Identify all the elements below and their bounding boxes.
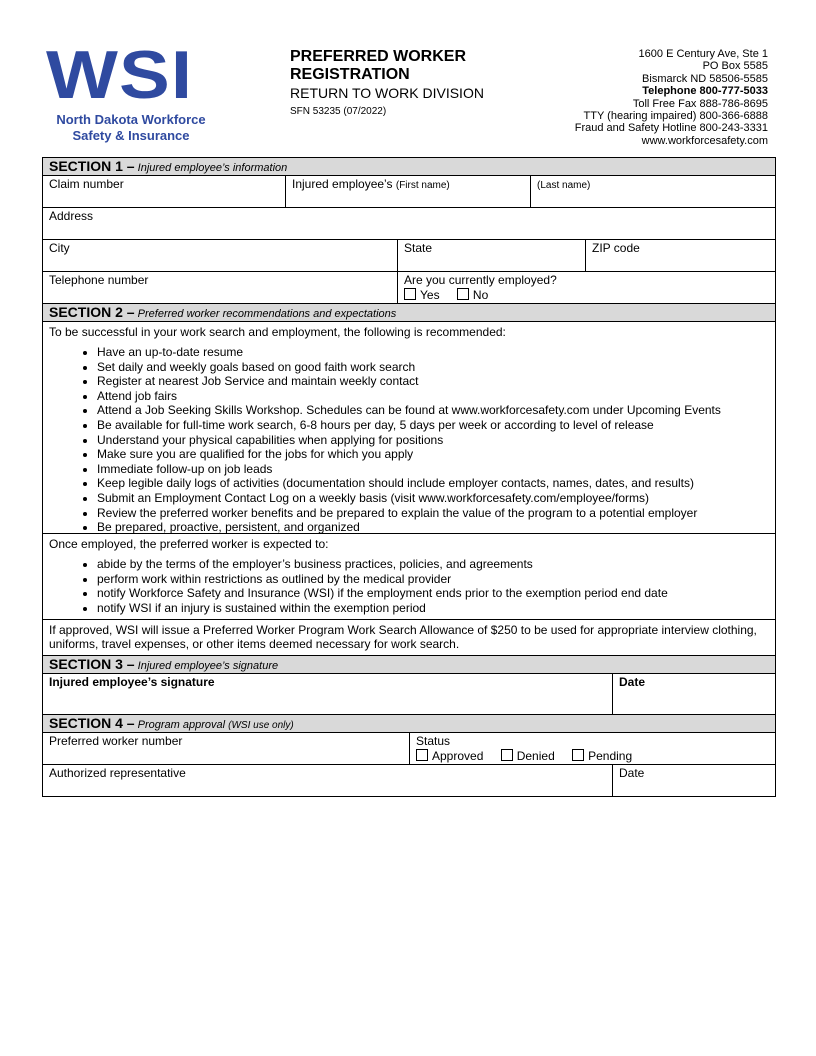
worker-number-label: Preferred worker number xyxy=(49,734,183,748)
wsi-logo xyxy=(46,37,216,144)
list-item: • Have an up-to-date resume xyxy=(97,345,769,360)
rep-label: Authorized representative xyxy=(49,766,186,780)
list-item: • Set daily and weekly goals based on good faith work search xyxy=(97,360,769,375)
list-item: • notify WSI if an injury is sustained within the exemption period xyxy=(97,601,769,616)
signature-label: Injured employee’s signature xyxy=(49,675,215,689)
allowance-block xyxy=(43,620,775,656)
list-item: • Submit an Employment Contact Log on a weekly basis (visit www.workforcesafety.com/employee/forms) xyxy=(97,491,769,506)
contact-block xyxy=(575,48,768,147)
contact-address3: Bismarck ND 58506-5585 xyxy=(642,72,768,85)
allowance-text: If approved, WSI will issue a Preferred Worker Program Work Search Allowance of $250 to be used for appropriate interview clothing, uniforms, travel expenses, or other items deemed necessary for work search. xyxy=(49,623,757,651)
city-field[interactable] xyxy=(43,240,398,271)
section4-header xyxy=(43,715,775,733)
telephone-field[interactable] xyxy=(43,272,398,303)
contact-telephone: Telephone 800-777-5033 xyxy=(642,85,768,98)
section1-row2 xyxy=(43,208,775,240)
section4-subtitle: Program approval xyxy=(137,719,226,731)
rep-date-label: Date xyxy=(619,766,645,780)
last-name-label: (Last name) xyxy=(537,180,591,191)
employed-no-label: No xyxy=(472,288,489,302)
zip-field[interactable] xyxy=(586,240,775,271)
signature-field[interactable] xyxy=(43,674,613,714)
section4-row1 xyxy=(43,733,775,765)
list-item: • Understand your physical capabilities when applying for positions xyxy=(97,433,769,448)
contact-tty: TTY (hearing impaired) 800-366-6888 xyxy=(583,110,768,123)
recommendations-intro: To be successful in your work search and employment, the following is recommended: xyxy=(49,325,506,339)
section1-row1 xyxy=(43,176,775,208)
claim-number-label: Claim number xyxy=(49,177,124,191)
pending-label: Pending xyxy=(588,749,633,763)
list-item: • perform work within restrictions as outlined by the medical provider xyxy=(97,572,769,587)
signature-date-label: Date xyxy=(619,675,646,689)
recommendations-block xyxy=(43,322,775,534)
section2-subtitle: Preferred worker recommendations and expectations xyxy=(137,308,397,320)
claim-number-field[interactable] xyxy=(43,176,286,207)
logo-mark: WSI xyxy=(46,37,194,113)
form-number: SFN 53235 (07/2022) xyxy=(290,106,387,117)
first-name-label: (First name) xyxy=(395,180,450,191)
city-label: City xyxy=(49,241,70,255)
contact-website: www.workforcesafety.com xyxy=(641,134,768,147)
address-field[interactable] xyxy=(43,208,775,239)
logo-sub-line1: North Dakota Workforce xyxy=(56,112,206,127)
section1-header xyxy=(43,158,775,176)
list-item: • Make sure you are qualified for the jobs for which you apply xyxy=(97,447,769,462)
section4-row2 xyxy=(43,765,775,797)
section3-header xyxy=(43,656,775,674)
employee-name-label: Injured employee’s xyxy=(292,177,393,191)
expectations-intro: Once employed, the preferred worker is expected to: xyxy=(49,537,329,551)
section2-header xyxy=(43,304,775,322)
form-body xyxy=(42,157,776,797)
recommendations-list xyxy=(49,345,769,535)
list-item: • notify Workforce Safety and Insurance (WSI) if the employment ends prior to the exemption period end date xyxy=(97,586,769,601)
form-title-line2: REGISTRATION xyxy=(290,66,410,83)
section2-title: SECTION 2 – xyxy=(49,304,135,320)
contact-fax: Toll Free Fax 888-786-8695 xyxy=(632,97,768,110)
employed-no-checkbox[interactable] xyxy=(457,288,469,300)
denied-label: Denied xyxy=(516,749,555,763)
pending-checkbox[interactable] xyxy=(572,749,584,761)
employed-question: Are you currently employed? xyxy=(404,273,557,287)
division-name: RETURN TO WORK DIVISION xyxy=(290,85,484,101)
contact-address2: PO Box 5585 xyxy=(702,60,768,73)
list-item: • Register at nearest Job Service and maintain weekly contact xyxy=(97,374,769,389)
list-item: • Review the preferred worker benefits and be prepared to explain the value of the program to a potential employer xyxy=(97,506,769,521)
section1-row3 xyxy=(43,240,775,272)
list-item: • Keep legible daily logs of activities (documentation should include employer contacts, names, dates, and results) xyxy=(97,476,769,491)
list-item: • Be available for full-time work search, 6-8 hours per day, 5 days per week or according to level of release xyxy=(97,418,769,433)
zip-label: ZIP code xyxy=(592,241,640,255)
last-name-field[interactable] xyxy=(531,176,775,207)
list-item: • Attend job fairs xyxy=(97,389,769,404)
logo-sub-line2: Safety & Insurance xyxy=(72,128,190,143)
section1-title: SECTION 1 – xyxy=(49,158,135,174)
section1-row4 xyxy=(43,272,775,304)
signature-date-field[interactable] xyxy=(613,674,775,714)
employed-yes-checkbox[interactable] xyxy=(404,288,416,300)
telephone-label: Telephone number xyxy=(49,273,149,287)
contact-address1: 1600 E Century Ave, Ste 1 xyxy=(638,48,768,60)
worker-number-field[interactable] xyxy=(43,733,410,764)
form-title-line1: PREFERRED WORKER xyxy=(290,48,467,65)
list-item: • Be prepared, proactive, persistent, and organized xyxy=(97,520,769,535)
employed-yes-label: Yes xyxy=(420,288,440,302)
section3-row xyxy=(43,674,775,715)
list-item: • Attend a Job Seeking Skills Workshop. Schedules can be found at www.workforcesafety.com under Upcoming Events xyxy=(97,403,769,418)
expectations-list xyxy=(49,557,769,615)
address-label: Address xyxy=(49,209,94,223)
rep-field[interactable] xyxy=(43,765,613,796)
status-label: Status xyxy=(416,734,451,748)
list-item: • Immediate follow-up on job leads xyxy=(97,462,769,477)
logo-subtitle xyxy=(46,112,216,144)
contact-hotline: Fraud and Safety Hotline 800-243-3331 xyxy=(574,122,768,135)
section3-title: SECTION 3 – xyxy=(49,656,135,672)
status-field xyxy=(410,733,775,764)
section4-note: (WSI use only) xyxy=(228,720,294,731)
state-field[interactable] xyxy=(398,240,586,271)
state-label: State xyxy=(404,241,433,255)
employed-field xyxy=(398,272,775,303)
section4-title: SECTION 4 – xyxy=(49,715,135,731)
expectations-block xyxy=(43,534,775,620)
approved-checkbox[interactable] xyxy=(416,749,428,761)
list-item: • abide by the terms of the employer’s business practices, policies, and agreements xyxy=(97,557,769,572)
section3-subtitle: Injured employee’s signature xyxy=(137,660,279,672)
first-name-field[interactable] xyxy=(286,176,531,207)
form-title-block xyxy=(290,48,484,121)
rep-date-field[interactable] xyxy=(613,765,775,796)
denied-checkbox[interactable] xyxy=(501,749,513,761)
approved-label: Approved xyxy=(432,749,484,763)
section1-subtitle: Injured employee’s information xyxy=(137,162,288,174)
